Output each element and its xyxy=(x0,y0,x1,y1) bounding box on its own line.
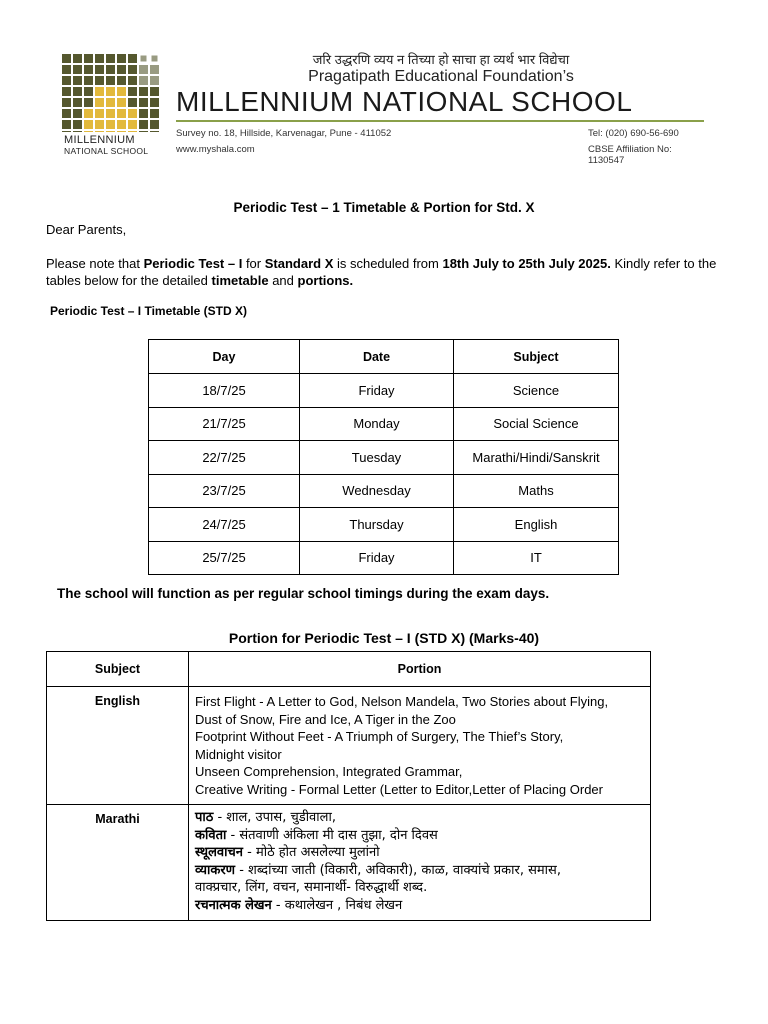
header-divider xyxy=(176,120,704,122)
logo-square xyxy=(62,65,71,74)
table-cell: English xyxy=(454,508,619,542)
logo-square xyxy=(150,65,159,74)
logo-square xyxy=(95,65,104,74)
logo-square xyxy=(106,131,115,132)
affiliation: CBSE Affiliation No: 1130547 xyxy=(588,144,672,166)
logo-square xyxy=(128,76,137,85)
logo-square xyxy=(95,131,104,132)
logo-square xyxy=(117,54,126,63)
logo-square xyxy=(150,87,159,96)
portion-subject-marathi: Marathi xyxy=(47,805,189,921)
logo-square xyxy=(84,120,93,129)
portion-line: First Flight - A Letter to God, Nelson Mandela, Two Stories about Flying, xyxy=(195,694,609,709)
logo-square xyxy=(95,120,104,129)
portion-line: स्थूलवाचन - मोठे होत असलेल्या मुलांनो xyxy=(195,845,380,860)
logo-square xyxy=(139,109,148,118)
logo-square xyxy=(73,87,82,96)
logo-square xyxy=(128,131,137,132)
logo-square xyxy=(62,109,71,118)
timetable xyxy=(148,339,619,575)
logo-square xyxy=(128,54,137,63)
logo-square xyxy=(106,109,115,118)
table-cell: Monday xyxy=(300,407,454,441)
logo-square xyxy=(73,120,82,129)
logo-square xyxy=(139,65,148,74)
logo-square xyxy=(106,76,115,85)
portion-line: Footprint Without Feet - A Triumph of Surgery, The Thief’s Story, xyxy=(195,729,564,744)
logo-square xyxy=(73,109,82,118)
logo-square xyxy=(139,76,148,85)
logo-square xyxy=(106,54,115,63)
logo-square xyxy=(150,76,159,85)
logo-square xyxy=(62,87,71,96)
logo-square xyxy=(128,87,137,96)
logo-square xyxy=(106,120,115,129)
logo-square xyxy=(62,54,71,63)
table-cell: Thursday xyxy=(300,508,454,542)
logo-square xyxy=(150,120,159,129)
table-cell: Wednesday xyxy=(300,474,454,508)
table-cell: 18/7/25 xyxy=(149,374,300,408)
timetable-header-date: Date xyxy=(300,340,454,374)
table-cell: Marathi/Hindi/Sanskrit xyxy=(454,441,619,475)
portion-table xyxy=(46,651,651,921)
logo-square xyxy=(84,54,93,63)
table-cell: 22/7/25 xyxy=(149,441,300,475)
table-row xyxy=(47,687,651,805)
portion-line: Dust of Snow, Fire and Ice, A Tiger in the Zoo xyxy=(195,711,456,727)
logo-text-line2: NATIONAL SCHOOL xyxy=(64,146,149,156)
logo-square xyxy=(62,131,71,132)
logo-square xyxy=(73,131,82,132)
logo-square xyxy=(117,109,126,118)
table-cell: Friday xyxy=(300,374,454,408)
logo-square xyxy=(117,98,126,107)
portion-title: Portion for Periodic Test – I (STD X) (Marks-40) xyxy=(228,630,540,646)
salutation: Dear Parents, xyxy=(46,222,127,237)
table-cell: 25/7/25 xyxy=(149,541,300,575)
logo-square xyxy=(62,98,71,107)
portion-header-row xyxy=(47,652,651,687)
logo-square xyxy=(84,131,93,132)
table-row xyxy=(149,374,619,408)
logo-square xyxy=(84,109,93,118)
portion-line: Midnight visitor xyxy=(195,746,282,762)
page-title: Periodic Test – 1 Timetable & Portion for Std. X xyxy=(233,200,535,215)
portion-line: रचनात्मक लेखन - कथालेखन , निबंध लेखन xyxy=(195,897,403,913)
logo-square xyxy=(128,65,137,74)
portion-marathi-content xyxy=(189,805,651,921)
school-timing-note: The school will function as per regular school timings during the exam days. xyxy=(57,586,550,601)
logo-square xyxy=(73,65,82,74)
letterhead xyxy=(176,50,706,166)
school-name: MILLENNIUM NATIONAL SCHOOL xyxy=(176,86,633,117)
timetable-header-day: Day xyxy=(149,340,300,374)
portion-line: Creative Writing - Formal Letter (Letter to Editor,Letter of Placing Order xyxy=(195,781,603,797)
table-cell: Tuesday xyxy=(300,441,454,475)
logo-square xyxy=(62,76,71,85)
logo-square xyxy=(106,98,115,107)
logo-square xyxy=(128,98,137,107)
foundation-name: Pragatipath Educational Foundation’s xyxy=(308,68,574,85)
portion-line: Unseen Comprehension, Integrated Grammar, xyxy=(195,764,463,779)
logo-square xyxy=(73,98,82,107)
portion-header-subject: Subject xyxy=(47,652,189,687)
logo-square xyxy=(141,56,147,62)
logo-text-line1: MILLENNIUM xyxy=(64,134,135,146)
phone: Tel: (020) 690-56-690 xyxy=(588,128,679,139)
logo-square xyxy=(152,56,158,62)
logo-square xyxy=(150,131,159,132)
timetable-header-subject: Subject xyxy=(454,340,619,374)
address: Survey no. 18, Hillside, Karvenagar, Pune - 411052 xyxy=(176,128,392,139)
table-row xyxy=(149,474,619,508)
logo-square xyxy=(139,98,148,107)
portion-line: पाठ - शाल, उपास, चुडीवाला, xyxy=(195,810,336,825)
logo-square xyxy=(95,76,104,85)
logo-square xyxy=(128,109,137,118)
table-cell: 23/7/25 xyxy=(149,474,300,508)
portion-line: व्याकरण - शब्दांच्या जाती (विकारी, अविकारी), काळ, वाक्यांचे प्रकार, समास, xyxy=(195,862,561,878)
logo-square xyxy=(117,120,126,129)
logo-square xyxy=(95,87,104,96)
logo-square xyxy=(139,120,148,129)
logo-square xyxy=(106,65,115,74)
logo-square xyxy=(95,98,104,107)
table-cell: Social Science xyxy=(454,407,619,441)
logo-square xyxy=(128,120,137,129)
logo-square xyxy=(73,76,82,85)
logo-square xyxy=(117,131,126,132)
logo-square xyxy=(84,65,93,74)
website[interactable]: www.myshala.com xyxy=(176,144,255,155)
table-row xyxy=(149,407,619,441)
logo-square xyxy=(117,87,126,96)
timetable-header-row xyxy=(149,340,619,374)
table-row xyxy=(149,541,619,575)
table-cell: 24/7/25 xyxy=(149,508,300,542)
portion-english-content xyxy=(189,687,651,805)
timetable-title: Periodic Test – I Timetable (STD X) xyxy=(50,304,247,318)
table-cell: Maths xyxy=(454,474,619,508)
logo-square xyxy=(73,54,82,63)
portion-subject-english: English xyxy=(47,687,189,805)
notice-paragraph: Please note that Periodic Test – I for Standard X is scheduled from 18th July to 25th July 2025. Kindly refer to the tables below for the detailed timetable and portions. xyxy=(46,256,717,288)
logo-square xyxy=(139,87,148,96)
table-cell: Science xyxy=(454,374,619,408)
logo-square xyxy=(139,131,148,132)
logo-square xyxy=(150,109,159,118)
table-cell: IT xyxy=(454,541,619,575)
portion-header-portion: Portion xyxy=(189,652,651,687)
logo-square xyxy=(150,98,159,107)
portion-line: कविता - संतवाणी अंकिला मी दास तुझा, दोन दिवस xyxy=(195,827,438,843)
logo-square xyxy=(95,109,104,118)
logo-square xyxy=(84,98,93,107)
table-row xyxy=(47,805,651,921)
table-cell: Friday xyxy=(300,541,454,575)
logo-square xyxy=(84,87,93,96)
logo-square xyxy=(117,65,126,74)
table-cell: 21/7/25 xyxy=(149,407,300,441)
logo-square xyxy=(84,76,93,85)
logo-square xyxy=(95,54,104,63)
motto: जरि उद्धरणि व्यय न तिच्या हो साचा हा व्यर्थ भार विद्येचा xyxy=(312,52,570,67)
school-logo xyxy=(60,52,170,156)
logo-square xyxy=(117,76,126,85)
logo-square xyxy=(106,87,115,96)
logo-square xyxy=(62,120,71,129)
table-row xyxy=(149,508,619,542)
table-row xyxy=(149,441,619,475)
portion-line: वाक्प्रचार, लिंग, वचन, समानार्थी- विरुद्धार्थी शब्द. xyxy=(195,880,428,895)
logo-grid-icon xyxy=(60,52,164,132)
